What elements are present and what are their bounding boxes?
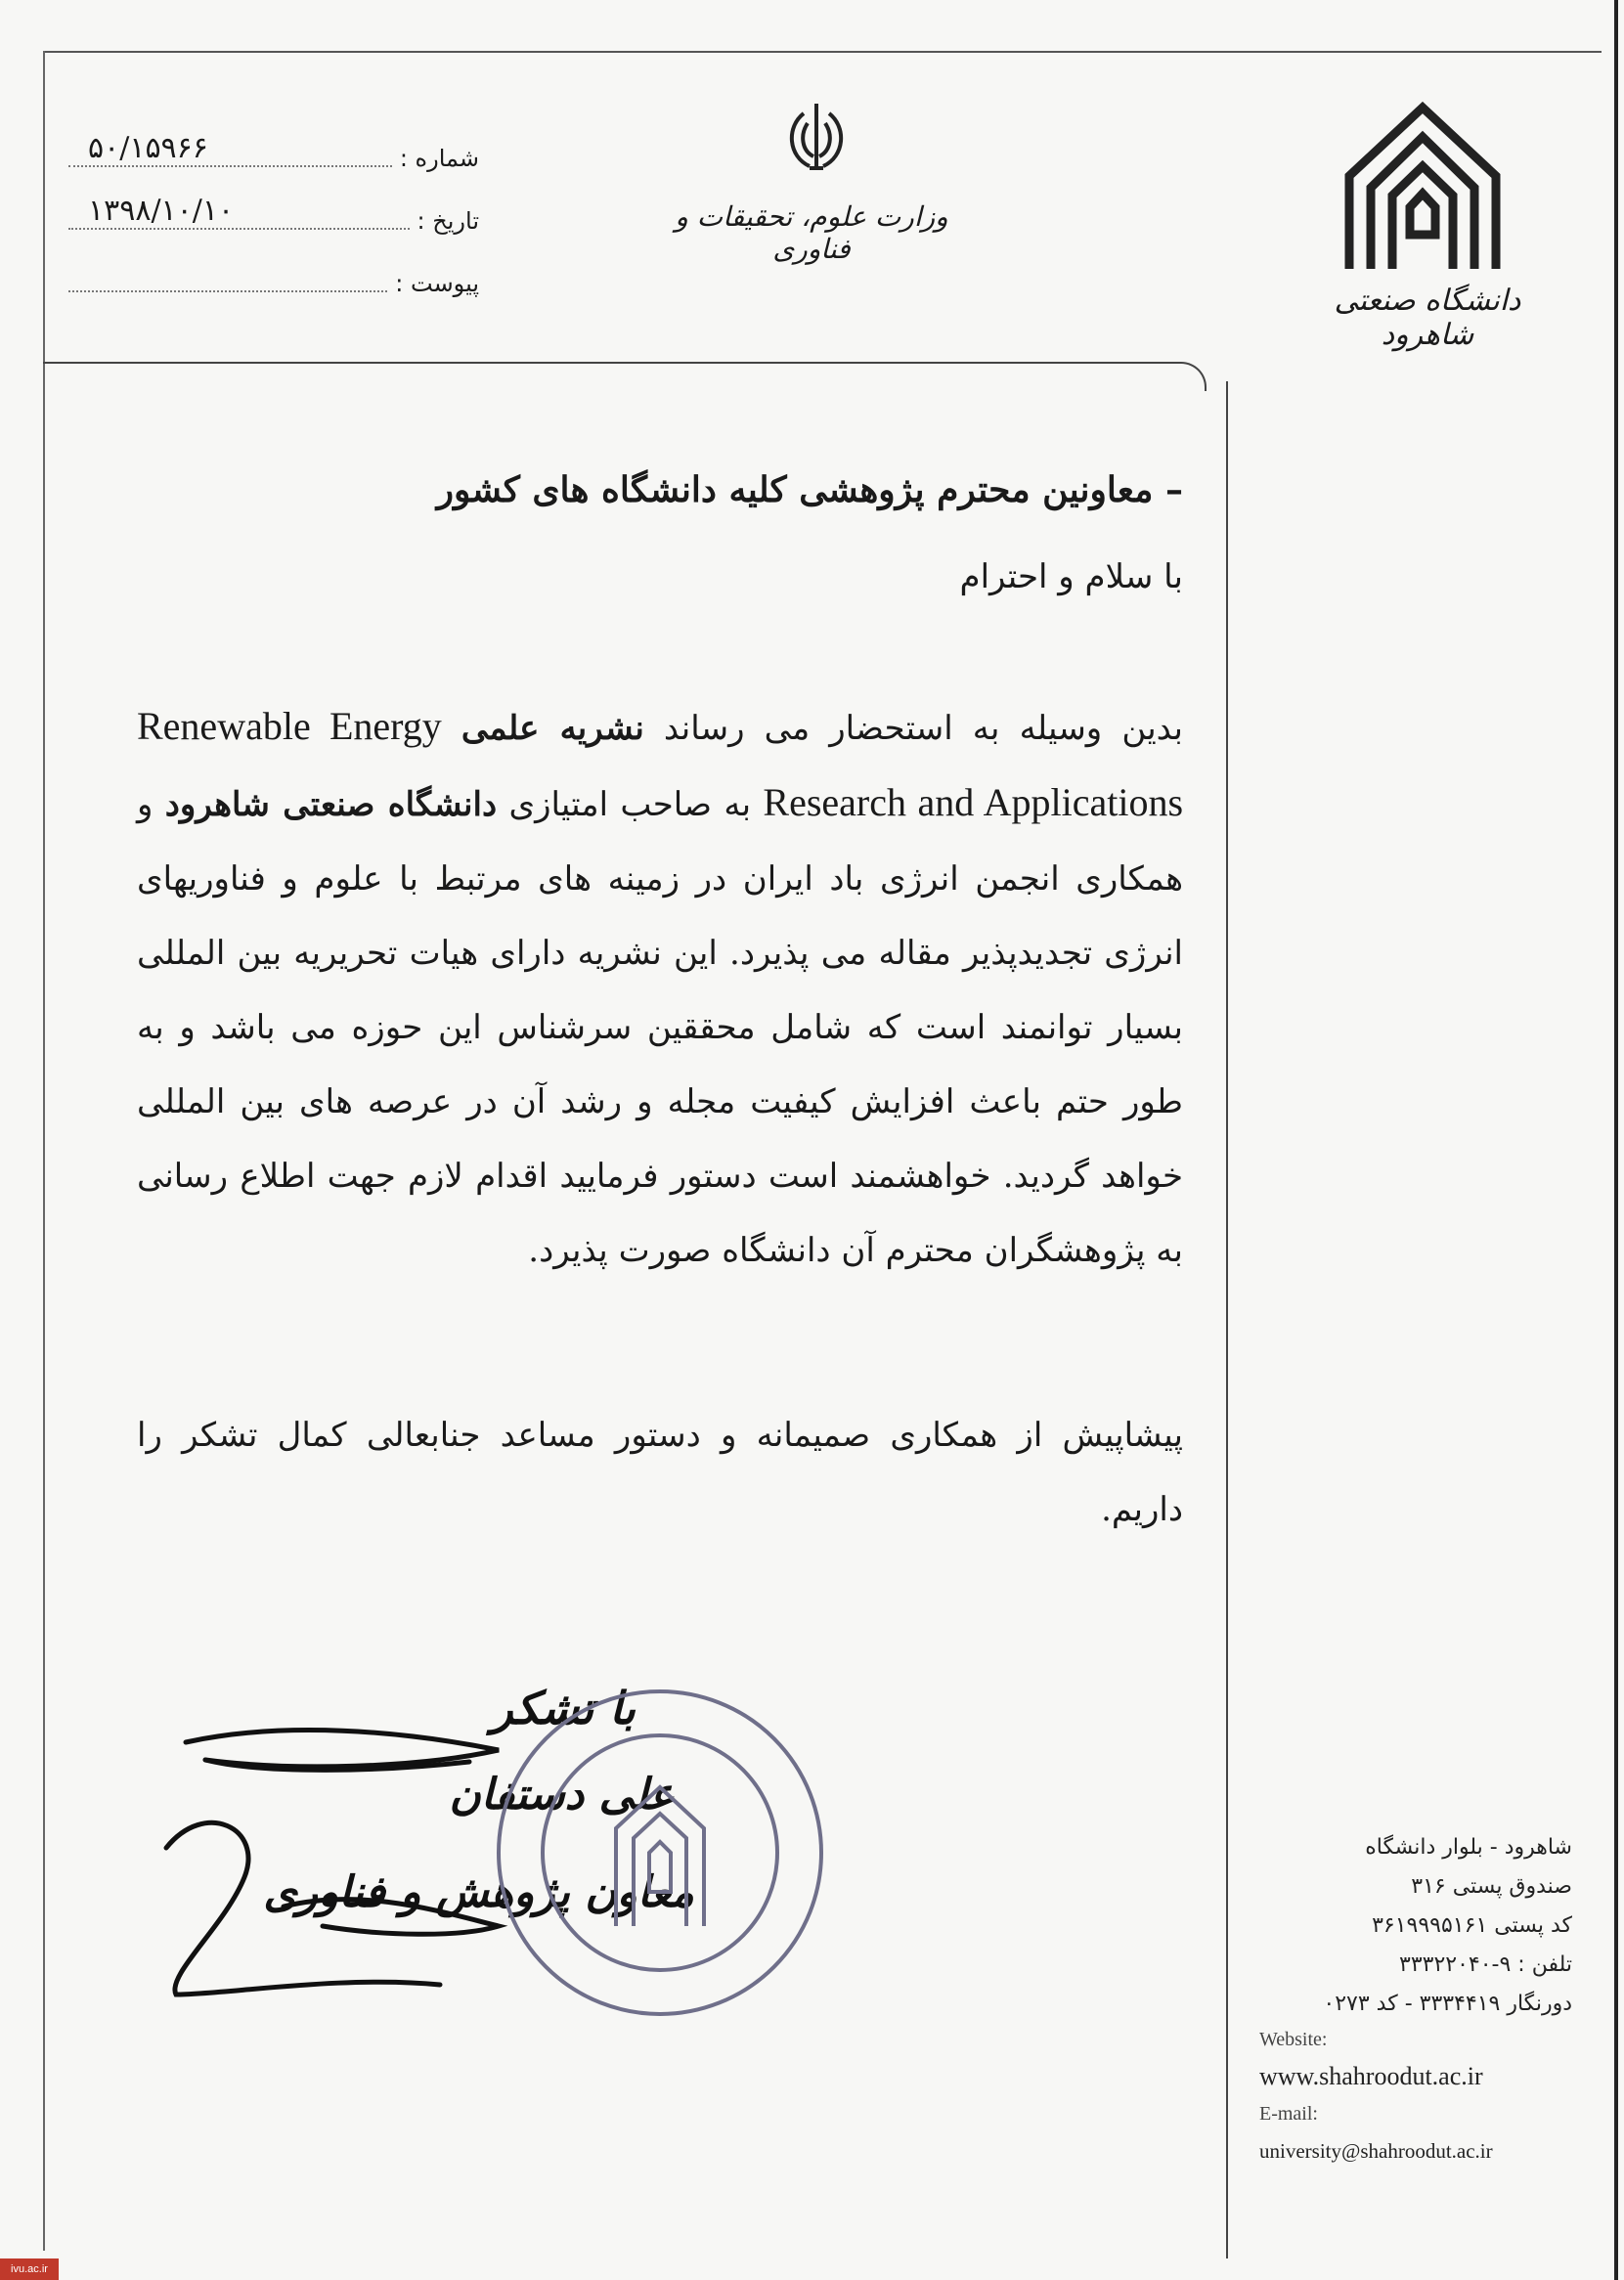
official-stamp-icon [489,1682,831,2024]
contact-address: شاهرود - بلوار دانشگاه [1365,1835,1572,1860]
contact-website-label: Website: [1259,2029,1328,2050]
contact-phone: تلفن : ۹-۳۳۳۲۲۰۴۰ [1399,1952,1572,1977]
iran-emblem-icon [782,98,851,176]
frame-right-line [1226,381,1228,2258]
meta-number-value: ۵۰/۱۵۹۶۶ [88,131,208,165]
contact-postal-code: کد پستی ۳۶۱۹۹۹۵۱۶۱ [1372,1913,1572,1938]
letter-recipient: – معاونین محترم پژوهشی کلیه دانشگاه های کشور [436,469,1183,510]
para-rest: و همکاری انجمن انرژی باد ایران در زمینه های مرتبط با علوم و فناوریهای انرژی تجدیدپذیر مقاله می پذیرد. این نشریه دارای هیات تحریریه بین المللی بسیار توانمند است که شامل محققین سرشناس این حوزه می باشد و به طور حتم باعث افزایش کیفیت مجله و رشد آن در عرصه های بین المللی خواهد گردید. خواهشمند است دستور فرمایید اقدام لازم جهت اطلاع رسانی به پژوهشگران محترم آن دانشگاه صورت پذیرد. [137,785,1183,1270]
signature-title: معاون پژوهش و فناوری [263,1867,694,1917]
para-intro: بدین وسیله به استحضار می رساند [663,709,1183,748]
frame-top-line [43,51,1602,53]
contact-fax: دورنگار ۳۳۳۴۴۱۹ - کد ۰۲۷۳ [1323,1992,1572,2016]
contact-po-box: صندوق پستی ۳۱۶ [1411,1874,1572,1899]
meta-date-label: تاریخ : [417,207,479,235]
signature-thanks: با تشکر [491,1682,636,1734]
journal-name: Renewable Energy Research and Applications [137,704,1184,824]
para-bold-journal: نشریه علمی [461,709,644,748]
ministry-name: وزارت علوم، تحقیقات و فناوری [675,200,948,265]
scan-edge [1614,0,1618,2280]
signature-name: علی دستفان [449,1770,675,1820]
meta-date-value: ۱۳۹۸/۱۰/۱۰ [88,194,235,228]
contact-email[interactable]: university@shahroodut.ac.ir [1259,2139,1493,2163]
contact-info [1259,1828,1572,2172]
meta-number-label: شماره : [399,145,479,172]
letter-meta [68,127,479,315]
meta-attachment-label: پیوست : [395,270,479,297]
letter-closing: پیشاپیش از همکاری صمیمانه و دستور مساعد جنابعالی کمال تشکر را داریم. [137,1416,1183,1529]
para-mid: به صاحب امتیازی [508,785,752,824]
meta-date-row [68,190,479,252]
university-logo-icon [1339,98,1506,274]
university-name: دانشگاه صنعتی شاهرود [1334,284,1521,352]
meta-number-row [68,127,479,190]
source-badge: ivu.ac.ir [0,2258,59,2280]
meta-attachment-row [68,252,479,315]
contact-email-label: E-mail: [1259,2103,1318,2125]
letter-paragraph [137,689,1183,1288]
header-divider [43,362,1207,391]
letter-salutation: با سلام و احترام [959,557,1183,596]
contact-website[interactable]: www.shahroodut.ac.ir [1259,2062,1483,2090]
para-bold-university: دانشگاه صنعتی شاهرود [164,785,498,824]
